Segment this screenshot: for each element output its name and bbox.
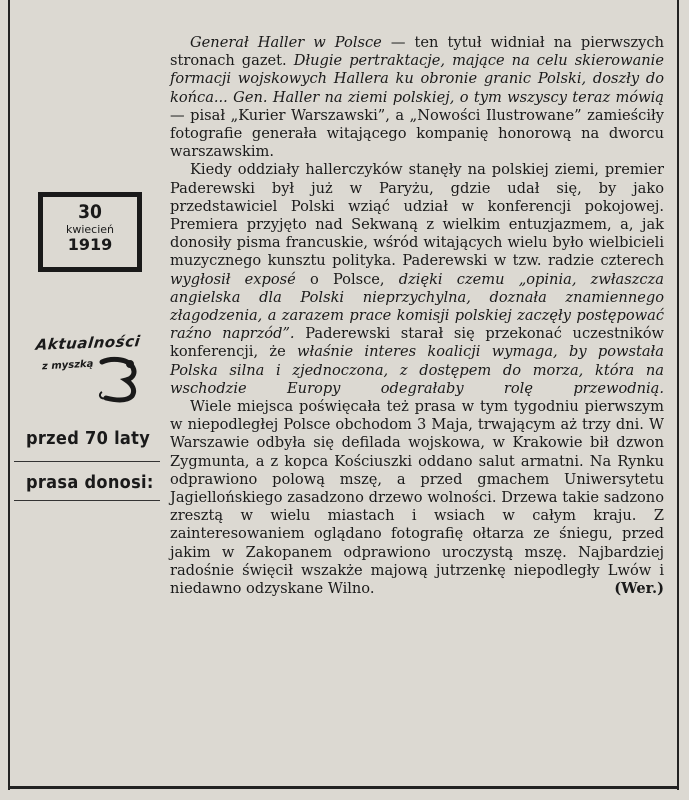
right-border: [677, 0, 679, 790]
logo-title: Aktualności: [34, 332, 142, 354]
text-span: wygłosił exposé: [170, 270, 296, 288]
article-body: [170, 34, 664, 598]
text-span: dzięki czemu „opinia, zwłaszcza angielska dla Polski nieprzychylna, doznała znamiennego złagodzenia, a zarazem prace komisji polskiej zaczęły postępować raźno naprzód”.: [170, 270, 664, 343]
paragraph-2: [170, 161, 664, 398]
date-year: 1919: [67, 235, 113, 254]
bottom-border: [8, 786, 679, 789]
side-label-years: przed 70 laty: [26, 428, 151, 449]
signature: (Wer.): [614, 580, 664, 598]
side-label-press: prasa donosi:: [26, 472, 154, 493]
text-span: Wiele miejsca poświęcała też prasa w tym tygodniu pierwszym w niepodległej Polsce obchodom 3 Maja, trwającym aż trzy dni. W Warszawie odbyła się defilada wojskowa, w Krakowie bił dzwon Zygmunta, a z kopca Kościuszki oddano salut armatni. Na Rynku odprawiono polową mszę, a przed gmachem Uniwersytetu Jagiellońskiego zasadzono drzewo wolności. Drzewa takie sadzono zresztą w wielu miastach i wsiach w całym kraju. Z zainteresowaniem oglądano fotografię ołtarza ze śniegu, przed jakim w Zakopanem odprawiono uroczystą mszę. Najbardziej radośnie święcił wszakże majową jutrzenkę niepodległy Lwów i niedawno odzyskane Wilno.: [170, 398, 664, 598]
text-span: właśnie interes koalicji wymaga, by powstała Polska silna i zjednoczona, z dostępem do morza, która na wschodzie Europy odegrałaby rolę przewodnią.: [170, 343, 664, 397]
left-border: [8, 0, 10, 790]
text-span: o Polsce,: [295, 270, 399, 288]
text-span: — ten tytuł widniał na pierwszych stronach gazet.: [170, 34, 664, 70]
logo-subtitle: z myszką: [41, 358, 94, 373]
column-logo: [34, 330, 154, 410]
text-span: Długie pertraktacje, mające na celu skierowanie formacji wojskowych Hallera ku obronie granic Polski, doszły do końca... Gen. Haller na ziemi polskiej, o tym wszyscy teraz mówią: [170, 52, 664, 106]
text-span: — pisał „Kurier Warszawski”, a „Nowości Ilustrowane” zamieściły fotografie generała witającego kompanię honorową na dworcu warszawskim.: [170, 106, 664, 161]
text-span: Paderewski starał się przekonać uczestników konferencji, że: [170, 325, 664, 361]
date-month: kwiecień: [65, 223, 115, 236]
text-span: Generał Haller w Polsce: [190, 34, 382, 51]
date-box: [38, 192, 142, 272]
date-day: 30: [78, 201, 102, 223]
paragraph-3: [170, 398, 664, 598]
paragraph-1: [170, 34, 664, 161]
mouse-icon: [96, 354, 142, 404]
divider: [14, 500, 160, 501]
divider: [14, 461, 160, 462]
text-span: Kiedy oddziały hallerczyków stanęły na polskiej ziemi, premier Paderewski był już w Paryżu, gdzie udał się, by jako przedstawiciel Polski wziąć udział w konferencji pokojowej. Premiera przyjęto nad Sekwaną z wielkim entuzjazmem, a, jak donosiły pisma francuskie, wśród witających wielu było wielbicieli muzycznego kunsztu polityka. Paderewski w tzw. radzie czterech: [170, 161, 664, 270]
